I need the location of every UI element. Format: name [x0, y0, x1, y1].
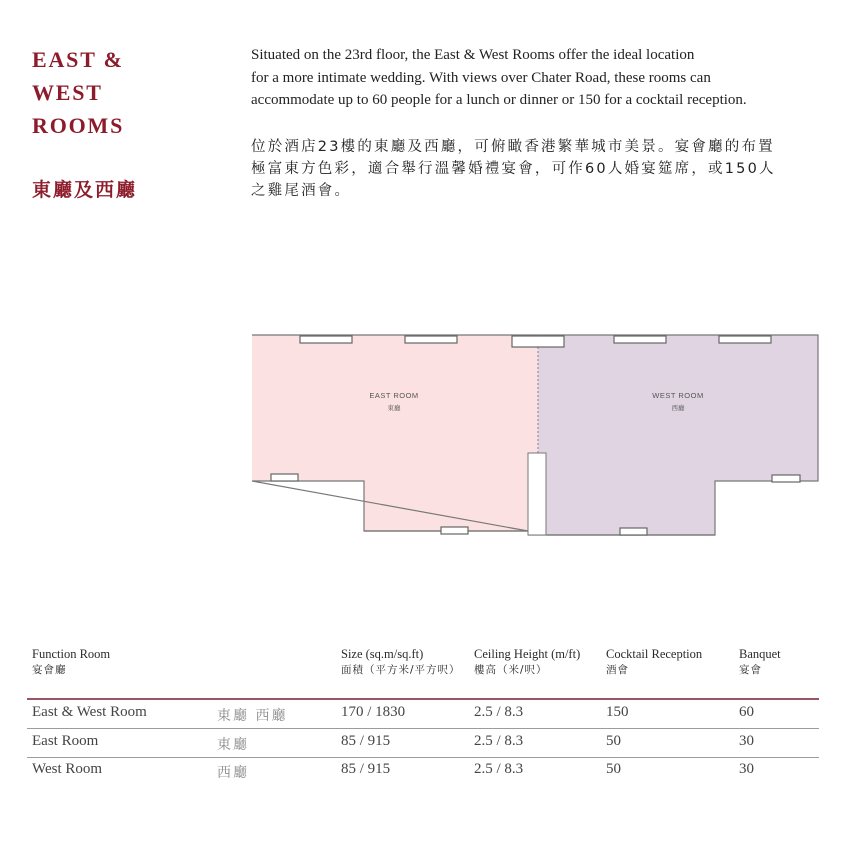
header-label-cn: 宴會廳: [32, 664, 67, 676]
cell-room-name-cn: 東廳 西廳: [217, 708, 288, 724]
east-room-area: [252, 335, 538, 531]
page-title-chinese: 東廳及西廳: [32, 179, 138, 201]
window-marker: [719, 336, 771, 343]
partition-pillar: [528, 453, 546, 535]
cell-size: 85 / 915: [341, 761, 391, 777]
header-cocktail: [606, 646, 702, 678]
header-label-cn: 宴會: [739, 664, 762, 676]
east-room-label-cn: 東廳: [387, 405, 401, 412]
header-label-cn: 面積（平方米/平方呎）: [341, 664, 461, 676]
header-ceiling-height: [474, 646, 580, 678]
cell-height: 2.5 / 8.3: [474, 733, 524, 749]
intro-english: [251, 44, 821, 112]
cell-banquet: 30: [739, 761, 754, 777]
cell-cocktail: 150: [606, 704, 629, 720]
east-room-label: EAST ROOM: [369, 391, 419, 400]
west-room-label-cn: 西廳: [671, 405, 685, 412]
window-marker: [512, 336, 564, 347]
door-marker: [271, 474, 298, 481]
cell-height: 2.5 / 8.3: [474, 761, 524, 777]
floor-plan: [248, 330, 823, 540]
header-label-cn: 酒會: [606, 664, 629, 676]
door-marker: [772, 475, 800, 482]
west-room-label: WEST ROOM: [652, 391, 704, 400]
table-header-rule: [27, 698, 819, 700]
header-label-cn: 樓高（米/呎）: [474, 664, 548, 676]
door-marker: [441, 527, 468, 534]
cell-cocktail: 50: [606, 733, 621, 749]
intro-line: for a more intimate wedding. With views over Chater Road, these rooms can: [251, 69, 711, 86]
header-label: Size (sq.m/sq.ft): [341, 647, 424, 661]
cell-room-name: East & West Room: [32, 704, 147, 720]
cell-banquet: 30: [739, 733, 754, 749]
intro-line: 位於酒店23樓的東廳及西廳，可俯瞰香港繁華城市美景。宴會廳的布置: [251, 139, 775, 155]
cell-size: 85 / 915: [341, 733, 391, 749]
header-label: Function Room: [32, 647, 111, 661]
window-marker: [614, 336, 666, 343]
cell-room-name: East Room: [32, 733, 99, 749]
cell-room-name: West Room: [32, 761, 103, 777]
page-title: [32, 43, 202, 142]
intro-line: Situated on the 23rd floor, the East & West Rooms offer the ideal location: [251, 47, 695, 63]
cell-room-name-cn: 西廳: [217, 765, 249, 781]
header-size: [341, 646, 461, 678]
header-banquet: [739, 646, 781, 678]
cell-banquet: 60: [739, 704, 754, 720]
title-line: ROOMS: [32, 113, 125, 138]
window-marker: [300, 336, 352, 343]
door-marker: [620, 528, 647, 535]
header-label: Ceiling Height (m/ft): [474, 647, 581, 661]
header-label: Cocktail Reception: [606, 647, 703, 661]
row-rule: [27, 728, 819, 729]
west-room-area: [538, 335, 818, 535]
header-function-room: [32, 646, 110, 678]
cell-room-name-cn: 東廳: [217, 737, 249, 753]
header-label: Banquet: [739, 647, 781, 661]
intro-line: accommodate up to 60 people for a lunch or dinner or 150 for a cocktail reception.: [251, 92, 747, 108]
intro-line: 極富東方色彩，適合舉行溫馨婚禮宴會，可作60人婚宴筵席，或150人: [251, 161, 776, 177]
intro-line: 之雞尾酒會。: [251, 183, 352, 199]
title-line: EAST &: [32, 47, 124, 72]
cell-cocktail: 50: [606, 761, 621, 777]
row-rule: [27, 757, 819, 758]
intro-chinese: [251, 136, 821, 202]
cell-height: 2.5 / 8.3: [474, 704, 524, 720]
window-marker: [405, 336, 457, 343]
cell-size: 170 / 1830: [341, 704, 406, 720]
title-line: WEST: [32, 80, 103, 105]
